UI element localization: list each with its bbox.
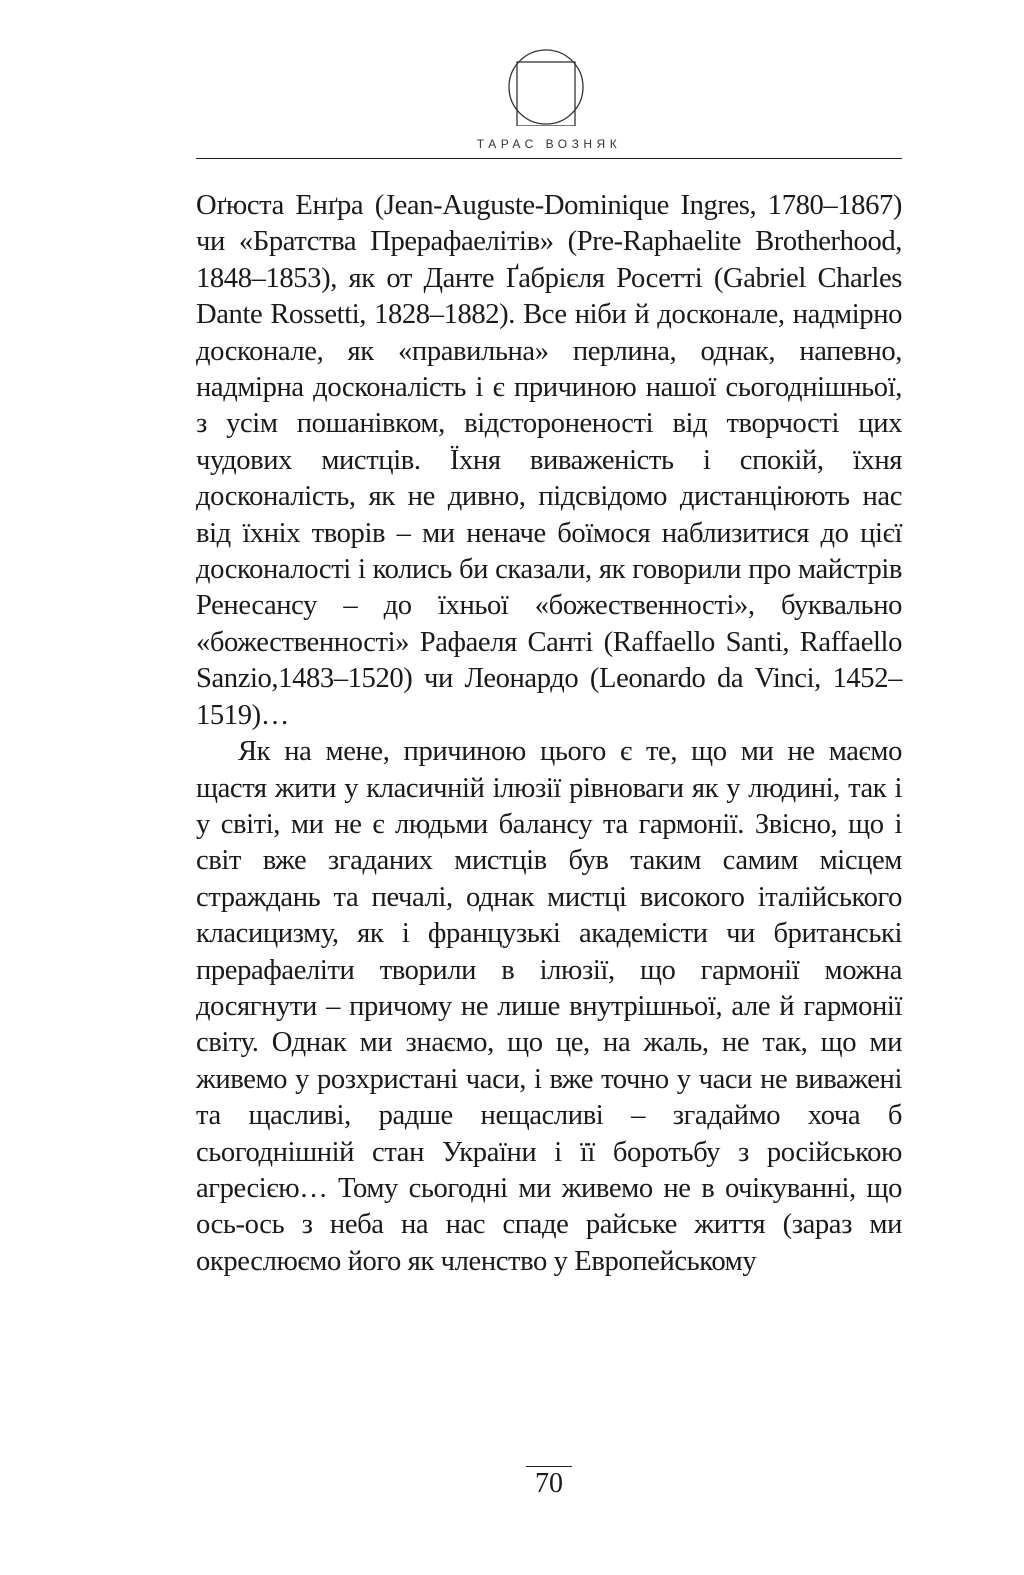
running-head-author: ТАРАС ВОЗНЯК: [476, 137, 622, 151]
header-rule: [196, 158, 902, 159]
page-number: 70: [535, 1468, 563, 1499]
page-body: [196, 188, 902, 1280]
paragraph: Як на мене, причиною цього є те, що ми не маємо щастя жити у класичній ілюзії рівноваги як у людині, так і у світі, ми не є людьми балансу та гармонії. Звісно, що і світ вже згаданих мистців був таким самим місцем страждань та печалі, однак мистці високого італійського класицизму, як і французькі академісти чи британські прерафаеліти творили в ілюзії, що гармонії можна досягнути – причому не лише внутрішньої, але й гармонії світу. Однак ми знаємо, що це, на жаль, не так, що ми живемо у розхристані часи, і вже точно у часи не виважені та щасливі, радше нещасливі – згадаймо хоча б сьогоднішній стан України і її боротьбу з російською агресією… Тому сьогодні ми живемо не в очікуванні, що ось-ось з неба на нас спаде райське життя (зараз ми окреслюємо його як членство у Европейському: [196, 736, 902, 1277]
circle-square-emblem-icon: [507, 48, 585, 126]
paragraph-continued: Оґюста Енґра (Jean-Auguste-Dominique Ingres, 1780–1867) чи «Братства Прерафаелітів» (Pre-Raphaelite Brotherhood, 1848–1853), як от Данте Ґабрієля Росетті (Gabriel Charles Dante Rossetti, 1828–1882). Все ніби й досконале, надмірно досконале, як «правильна» перлина, однак, напевно, надмірна досконалість і є причиною нашої сьогоднішньої, з усім пошанівком, відстороненості від творчості цих чудових мистців. Їхня виваженість і спокій, їхня досконалість, як не дивно, підсвідомо дистанціюють нас від їхніх творів – ми неначе боїмося наблизитися до цієї досконалості і колись би сказали, як говорили про майстрів Ренесансу – до їхньої «божественності», буквально «божественності» Рафаеля Санті (Raffaello Santi, Raffaello Sanzio,1483–1520) чи Леонардо (Leonardo da Vinci, 1452–1519)…: [196, 190, 902, 731]
